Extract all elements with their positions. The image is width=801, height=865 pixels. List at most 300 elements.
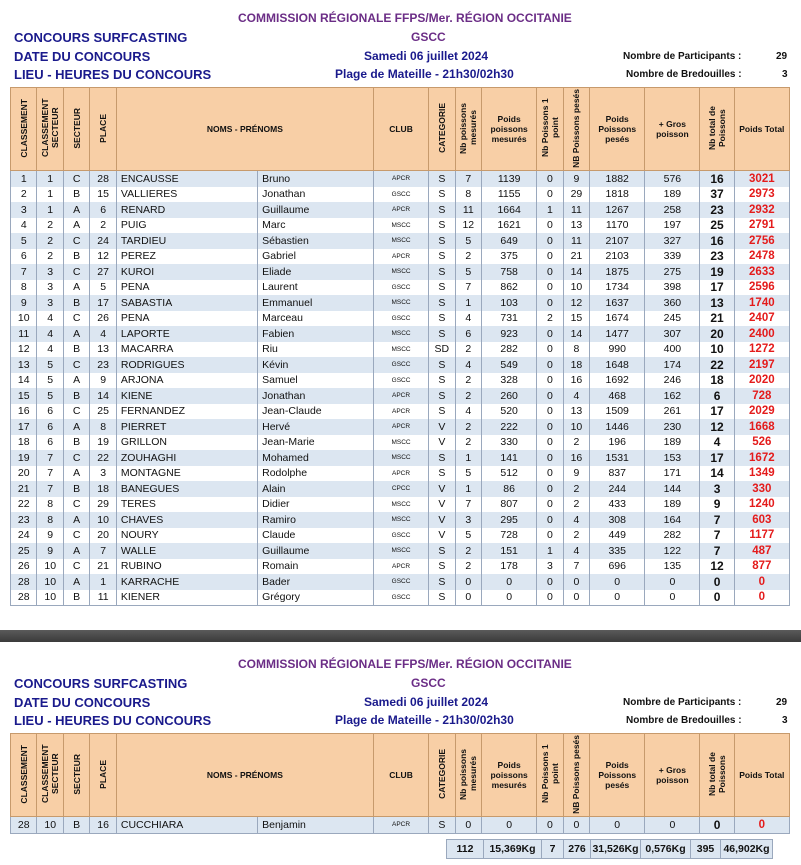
cell-poids-peses: 1875 — [590, 264, 645, 280]
table-row — [11, 171, 790, 187]
cell-nom: PIERRET — [116, 419, 257, 435]
cell-nb-1point: 0 — [537, 233, 563, 249]
cell-nb-peses: 8 — [563, 342, 589, 358]
table-row — [11, 342, 790, 358]
cell-club: MSCC — [373, 543, 428, 559]
cell-nom: SABASTIA — [116, 295, 257, 311]
cell-club: MSCC — [373, 264, 428, 280]
cell-gros-poisson: 275 — [645, 264, 700, 280]
cell-poids-peses: 433 — [590, 497, 645, 513]
cell-nom: PENA — [116, 280, 257, 296]
cell-nb-peses: 11 — [563, 202, 589, 218]
totals-row — [446, 839, 773, 859]
participants-value: 29 — [776, 51, 788, 62]
cell-classement-secteur: 7 — [37, 450, 63, 466]
cell-secteur: A — [63, 543, 89, 559]
cell-nb-mesures: 4 — [455, 404, 481, 420]
col-secteur: SECTEUR — [63, 734, 89, 817]
cell-poids-peses: 196 — [590, 435, 645, 451]
table-row — [11, 528, 790, 544]
cell-classement-secteur: 8 — [37, 512, 63, 528]
cell-poids-peses: 449 — [590, 528, 645, 544]
cell-secteur: B — [63, 388, 89, 404]
cell-poids-total: 2020 — [734, 373, 789, 389]
cell-poids-total: 1177 — [734, 528, 789, 544]
cell-nb-total: 4 — [700, 435, 734, 451]
cell-nb-peses: 10 — [563, 419, 589, 435]
cell-nb-1point: 0 — [537, 497, 563, 513]
cell-gros-poisson: 189 — [645, 497, 700, 513]
cell-nom: KIENE — [116, 388, 257, 404]
cell-poids-mesures: 282 — [482, 342, 537, 358]
cell-classement: 11 — [11, 326, 37, 342]
cell-classement-secteur: 5 — [37, 357, 63, 373]
cell-classement-secteur: 7 — [37, 481, 63, 497]
cell-poids-mesures: 260 — [482, 388, 537, 404]
cell-secteur: A — [63, 280, 89, 296]
cell-nb-peses: 2 — [563, 435, 589, 451]
cell-categorie: S — [429, 233, 455, 249]
cell-nb-peses: 13 — [563, 404, 589, 420]
cell-gros-poisson: 339 — [645, 249, 700, 265]
cell-poids-mesures: 86 — [482, 481, 537, 497]
cell-nom: MONTAGNE — [116, 466, 257, 482]
cell-secteur: C — [63, 311, 89, 327]
cell-gros-poisson: 576 — [645, 171, 700, 187]
lieu-label-p2: LIEU - HEURES DU CONCOURS — [14, 713, 212, 728]
cell-nom: BANEGUES — [116, 481, 257, 497]
cell-nb-total: 0 — [700, 590, 734, 606]
bredouilles-label: Nombre de Bredouilles : — [626, 69, 742, 80]
cell-club: APCR — [373, 388, 428, 404]
table-row — [11, 357, 790, 373]
table-row — [11, 311, 790, 327]
col-poids-total: Poids Total — [734, 734, 789, 817]
cell-club: CPCC — [373, 481, 428, 497]
cell-prenom: Ramiro — [258, 512, 374, 528]
cell-nb-mesures: 5 — [455, 528, 481, 544]
cell-poids-mesures: 807 — [482, 497, 537, 513]
cell-club: MSCC — [373, 435, 428, 451]
cell-nb-mesures: 6 — [455, 326, 481, 342]
cell-nom: PEREZ — [116, 249, 257, 265]
cell-classement: 6 — [11, 249, 37, 265]
cell-classement-secteur: 5 — [37, 388, 63, 404]
cell-nom: PUIG — [116, 218, 257, 234]
cell-nom: ZOUHAGHI — [116, 450, 257, 466]
cell-nb-1point: 0 — [537, 435, 563, 451]
cell-classement: 28 — [11, 574, 37, 590]
cell-nb-1point: 0 — [537, 264, 563, 280]
cell-place: 24 — [90, 233, 116, 249]
cell-classement-secteur: 6 — [37, 435, 63, 451]
cell-classement-secteur: 9 — [37, 543, 63, 559]
table-row — [11, 388, 790, 404]
cell-nb-total: 37 — [700, 187, 734, 203]
cell-secteur: B — [63, 187, 89, 203]
date-value-p2: Samedi 06 juillet 2024 — [364, 695, 489, 709]
total-nb-1point: 7 — [542, 840, 564, 859]
col-nb-peses: NB Poissons pesés — [563, 88, 589, 171]
cell-club: APCR — [373, 817, 428, 834]
cell-classement: 17 — [11, 419, 37, 435]
cell-secteur: C — [63, 233, 89, 249]
cell-categorie: S — [429, 590, 455, 606]
cell-nb-mesures: 7 — [455, 171, 481, 187]
cell-nom: TARDIEU — [116, 233, 257, 249]
cell-categorie: V — [429, 435, 455, 451]
cell-prenom: Samuel — [258, 373, 374, 389]
cell-secteur: C — [63, 450, 89, 466]
cell-place: 1 — [90, 574, 116, 590]
cell-categorie: V — [429, 481, 455, 497]
cell-nom: FERNANDEZ — [116, 404, 257, 420]
cell-nb-mesures: 1 — [455, 450, 481, 466]
cell-nb-mesures: 5 — [455, 264, 481, 280]
cell-gros-poisson: 258 — [645, 202, 700, 218]
cell-place: 19 — [90, 435, 116, 451]
cell-categorie: S — [429, 817, 455, 834]
col-classement: CLASSEMENT — [11, 734, 37, 817]
cell-nom: RENARD — [116, 202, 257, 218]
cell-prenom: Jonathan — [258, 388, 374, 404]
col-club: CLUB — [373, 734, 428, 817]
cell-poids-total: 2478 — [734, 249, 789, 265]
cell-poids-peses: 1648 — [590, 357, 645, 373]
cell-classement: 21 — [11, 481, 37, 497]
col-place: PLACE — [90, 734, 116, 817]
cell-club: MSCC — [373, 218, 428, 234]
cell-club: GSCC — [373, 280, 428, 296]
results-table-p2 — [10, 733, 790, 834]
cell-nb-peses: 9 — [563, 466, 589, 482]
cell-nb-1point: 0 — [537, 280, 563, 296]
cell-poids-peses: 1531 — [590, 450, 645, 466]
cell-categorie: S — [429, 326, 455, 342]
cell-poids-total: 0 — [734, 817, 789, 834]
cell-gros-poisson: 122 — [645, 543, 700, 559]
cell-club: APCR — [373, 249, 428, 265]
cell-place: 2 — [90, 218, 116, 234]
cell-poids-peses: 1692 — [590, 373, 645, 389]
cell-place: 14 — [90, 388, 116, 404]
date-label: DATE DU CONCOURS — [14, 49, 151, 64]
table-row — [11, 512, 790, 528]
cell-nb-peses: 0 — [563, 574, 589, 590]
cell-nom: WALLE — [116, 543, 257, 559]
cell-club: APCR — [373, 171, 428, 187]
cell-nb-1point: 0 — [537, 171, 563, 187]
cell-classement: 1 — [11, 171, 37, 187]
cell-classement-secteur: 5 — [37, 373, 63, 389]
cell-poids-total: 2400 — [734, 326, 789, 342]
cell-poids-total: 2197 — [734, 357, 789, 373]
cell-nb-1point: 0 — [537, 187, 563, 203]
cell-prenom: Sébastien — [258, 233, 374, 249]
cell-gros-poisson: 197 — [645, 218, 700, 234]
cell-gros-poisson: 189 — [645, 435, 700, 451]
cell-place: 25 — [90, 404, 116, 420]
cell-nb-peses: 16 — [563, 373, 589, 389]
col-nb-total: Nb total de Poissons — [700, 734, 734, 817]
cell-nb-total: 7 — [700, 528, 734, 544]
cell-nb-peses: 18 — [563, 357, 589, 373]
cell-poids-peses: 2103 — [590, 249, 645, 265]
cell-secteur: A — [63, 202, 89, 218]
cell-secteur: C — [63, 497, 89, 513]
total-nb-mesures: 112 — [447, 840, 484, 859]
cell-classement-secteur: 10 — [37, 590, 63, 606]
cell-nb-mesures: 7 — [455, 497, 481, 513]
cell-classement-secteur: 1 — [37, 187, 63, 203]
cell-secteur: C — [63, 559, 89, 575]
club-title-p2: GSCC — [411, 676, 446, 690]
cell-poids-peses: 1509 — [590, 404, 645, 420]
col-categorie: CATEGORIE — [429, 734, 455, 817]
page-separator — [0, 630, 801, 642]
cell-place: 16 — [90, 817, 116, 834]
participants-label: Nombre de Participants : — [623, 51, 742, 62]
cell-classement: 23 — [11, 512, 37, 528]
cell-classement-secteur: 7 — [37, 466, 63, 482]
cell-nb-mesures: 1 — [455, 481, 481, 497]
cell-poids-mesures: 178 — [482, 559, 537, 575]
cell-classement: 3 — [11, 202, 37, 218]
cell-nb-peses: 11 — [563, 233, 589, 249]
cell-poids-mesures: 0 — [482, 574, 537, 590]
cell-classement: 19 — [11, 450, 37, 466]
table-row — [11, 264, 790, 280]
cell-secteur: B — [63, 295, 89, 311]
cell-nb-total: 7 — [700, 512, 734, 528]
cell-nb-mesures: 7 — [455, 280, 481, 296]
page-2 — [0, 642, 801, 865]
cell-poids-total: 1272 — [734, 342, 789, 358]
cell-nom: PENA — [116, 311, 257, 327]
cell-nb-mesures: 0 — [455, 574, 481, 590]
table-row — [11, 326, 790, 342]
cell-poids-peses: 1267 — [590, 202, 645, 218]
cell-nb-total: 21 — [700, 311, 734, 327]
cell-nb-1point: 2 — [537, 311, 563, 327]
cell-nb-1point: 0 — [537, 342, 563, 358]
cell-classement-secteur: 3 — [37, 264, 63, 280]
total-gros-poisson: 0,576Kg — [641, 840, 691, 859]
cell-poids-peses: 2107 — [590, 233, 645, 249]
cell-prenom: Riu — [258, 342, 374, 358]
cell-poids-total: 2932 — [734, 202, 789, 218]
cell-poids-mesures: 330 — [482, 435, 537, 451]
cell-gros-poisson: 171 — [645, 466, 700, 482]
cell-place: 15 — [90, 187, 116, 203]
col-nb-total: Nb total de Poissons — [700, 88, 734, 171]
cell-place: 12 — [90, 249, 116, 265]
cell-poids-total: 2791 — [734, 218, 789, 234]
cell-place: 23 — [90, 357, 116, 373]
cell-gros-poisson: 400 — [645, 342, 700, 358]
cell-nb-peses: 2 — [563, 528, 589, 544]
cell-poids-total: 1668 — [734, 419, 789, 435]
date-label-p2: DATE DU CONCOURS — [14, 695, 151, 710]
cell-poids-mesures: 1155 — [482, 187, 537, 203]
col-noms: NOMS - PRÉNOMS — [116, 88, 373, 171]
cell-club: MSCC — [373, 497, 428, 513]
cell-poids-mesures: 222 — [482, 419, 537, 435]
cell-nb-total: 22 — [700, 357, 734, 373]
cell-club: GSCC — [373, 311, 428, 327]
table-row — [11, 419, 790, 435]
cell-categorie: S — [429, 218, 455, 234]
cell-secteur: B — [63, 342, 89, 358]
cell-secteur: B — [63, 817, 89, 834]
cell-classement: 18 — [11, 435, 37, 451]
cell-club: APCR — [373, 466, 428, 482]
cell-categorie: V — [429, 528, 455, 544]
cell-poids-total: 526 — [734, 435, 789, 451]
cell-classement: 8 — [11, 280, 37, 296]
results-table — [10, 87, 790, 606]
cell-poids-mesures: 151 — [482, 543, 537, 559]
cell-poids-total: 728 — [734, 388, 789, 404]
cell-poids-peses: 1734 — [590, 280, 645, 296]
cell-categorie: S — [429, 388, 455, 404]
cell-nb-peses: 21 — [563, 249, 589, 265]
cell-categorie: S — [429, 543, 455, 559]
cell-secteur: B — [63, 435, 89, 451]
cell-nb-mesures: 12 — [455, 218, 481, 234]
cell-nom: RUBINO — [116, 559, 257, 575]
cell-secteur: C — [63, 357, 89, 373]
cell-poids-total: 2596 — [734, 280, 789, 296]
col-secteur: SECTEUR — [63, 88, 89, 171]
cell-nb-peses: 2 — [563, 497, 589, 513]
cell-nb-peses: 0 — [563, 590, 589, 606]
cell-classement: 25 — [11, 543, 37, 559]
cell-poids-mesures: 1139 — [482, 171, 537, 187]
cell-prenom: Jonathan — [258, 187, 374, 203]
cell-gros-poisson: 246 — [645, 373, 700, 389]
col-nb-mesures: Nb poissons mesurés — [455, 88, 481, 171]
cell-prenom: Benjamin — [258, 817, 374, 834]
cell-place: 8 — [90, 419, 116, 435]
table-row — [11, 295, 790, 311]
cell-nb-peses: 10 — [563, 280, 589, 296]
cell-nb-total: 20 — [700, 326, 734, 342]
lieu-value: Plage de Mateille - 21h30/02h30 — [335, 67, 514, 81]
cell-nom: ARJONA — [116, 373, 257, 389]
table-row — [11, 435, 790, 451]
cell-gros-poisson: 153 — [645, 450, 700, 466]
cell-nb-1point: 0 — [537, 466, 563, 482]
cell-nb-peses: 4 — [563, 543, 589, 559]
commission-title: COMMISSION RÉGIONALE FFPS/Mer. RÉGION OCCITANIE — [238, 11, 572, 25]
cell-classement: 14 — [11, 373, 37, 389]
cell-place: 17 — [90, 295, 116, 311]
cell-club: MSCC — [373, 512, 428, 528]
cell-classement-secteur: 1 — [37, 171, 63, 187]
cell-nb-total: 19 — [700, 264, 734, 280]
cell-categorie: S — [429, 202, 455, 218]
cell-classement-secteur: 4 — [37, 311, 63, 327]
commission-title-p2: COMMISSION RÉGIONALE FFPS/Mer. RÉGION OCCITANIE — [238, 657, 572, 671]
col-classement: CLASSEMENT — [11, 88, 37, 171]
cell-poids-total: 330 — [734, 481, 789, 497]
cell-nom: CHAVES — [116, 512, 257, 528]
cell-nb-mesures: 5 — [455, 466, 481, 482]
cell-poids-mesures: 520 — [482, 404, 537, 420]
cell-classement: 24 — [11, 528, 37, 544]
cell-categorie: S — [429, 466, 455, 482]
cell-nb-total: 6 — [700, 388, 734, 404]
cell-categorie: V — [429, 419, 455, 435]
cell-gros-poisson: 0 — [645, 817, 700, 834]
cell-poids-peses: 1637 — [590, 295, 645, 311]
cell-poids-peses: 244 — [590, 481, 645, 497]
cell-nb-1point: 1 — [537, 202, 563, 218]
col-nb-peses: NB Poissons pesés — [563, 734, 589, 817]
cell-nb-1point: 0 — [537, 249, 563, 265]
cell-nom: KARRACHE — [116, 574, 257, 590]
cell-nb-1point: 0 — [537, 419, 563, 435]
cell-nb-peses: 4 — [563, 512, 589, 528]
table-row — [11, 817, 790, 834]
cell-nb-total: 23 — [700, 202, 734, 218]
cell-place: 3 — [90, 466, 116, 482]
cell-gros-poisson: 162 — [645, 388, 700, 404]
cell-club: APCR — [373, 559, 428, 575]
cell-nb-mesures: 2 — [455, 543, 481, 559]
cell-categorie: S — [429, 357, 455, 373]
cell-prenom: Emmanuel — [258, 295, 374, 311]
table-row — [11, 218, 790, 234]
cell-prenom: Alain — [258, 481, 374, 497]
cell-poids-total: 877 — [734, 559, 789, 575]
cell-gros-poisson: 144 — [645, 481, 700, 497]
cell-classement-secteur: 6 — [37, 404, 63, 420]
cell-gros-poisson: 0 — [645, 590, 700, 606]
cell-classement: 9 — [11, 295, 37, 311]
cell-poids-total: 2973 — [734, 187, 789, 203]
cell-nb-total: 17 — [700, 280, 734, 296]
table-row — [11, 481, 790, 497]
cell-nb-1point: 0 — [537, 373, 563, 389]
cell-nb-mesures: 2 — [455, 342, 481, 358]
cell-gros-poisson: 0 — [645, 574, 700, 590]
cell-prenom: Laurent — [258, 280, 374, 296]
cell-nb-peses: 7 — [563, 559, 589, 575]
cell-nb-1point: 0 — [537, 817, 563, 834]
cell-poids-mesures: 328 — [482, 373, 537, 389]
table-row — [11, 202, 790, 218]
cell-nb-total: 17 — [700, 450, 734, 466]
cell-poids-total: 2029 — [734, 404, 789, 420]
cell-nb-1point: 0 — [537, 590, 563, 606]
cell-club: GSCC — [373, 574, 428, 590]
col-club: CLUB — [373, 88, 428, 171]
cell-poids-mesures: 758 — [482, 264, 537, 280]
cell-secteur: B — [63, 249, 89, 265]
col-classement-secteur: CLASSEMENT SECTEUR — [37, 734, 63, 817]
cell-classement: 10 — [11, 311, 37, 327]
table-row — [11, 249, 790, 265]
cell-nb-total: 16 — [700, 233, 734, 249]
cell-nb-total: 25 — [700, 218, 734, 234]
cell-poids-peses: 1477 — [590, 326, 645, 342]
cell-club: APCR — [373, 202, 428, 218]
cell-club: APCR — [373, 419, 428, 435]
cell-poids-mesures: 923 — [482, 326, 537, 342]
total-nb-peses: 276 — [564, 840, 591, 859]
